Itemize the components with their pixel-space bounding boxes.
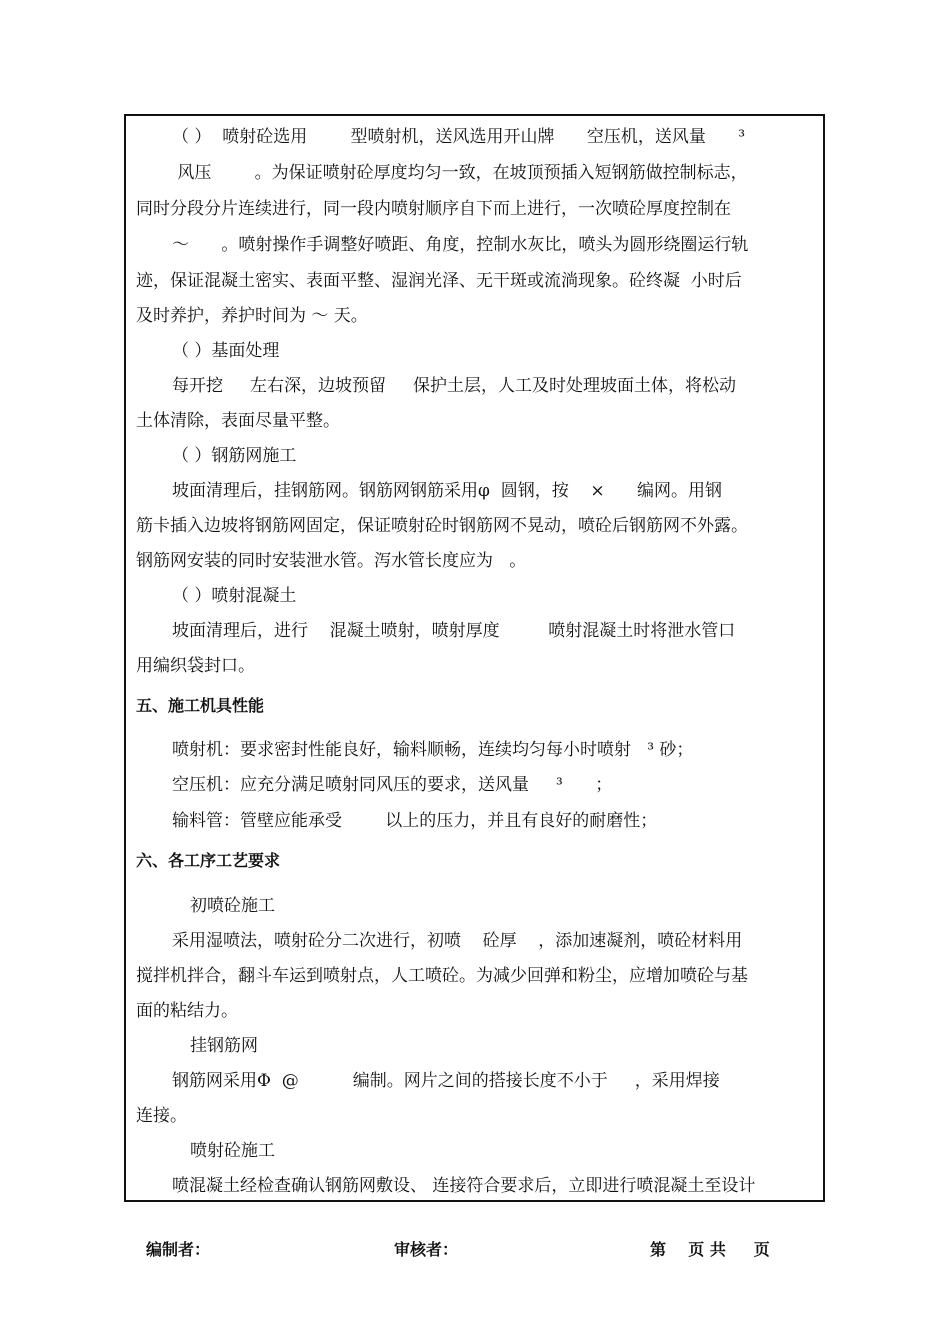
section-title: 初喷砼施工	[190, 896, 275, 916]
text-line: 喷射机：要求密封性能良好，输料顺畅，连续均匀每小时喷射 ³ 砂；	[172, 740, 694, 760]
text-line: 搅拌机拌合，翻斗车运到喷射点，人工喷砼。为减少回弹和粉尘，应增加喷砼与基	[136, 966, 748, 986]
section-title: （ ）基面处理	[172, 341, 280, 361]
text-line: 喷混凝土经检查确认钢筋网敷设、 连接符合要求后，立即进行喷混凝土至设计	[172, 1176, 756, 1196]
text-line: 用编织袋封口。	[136, 656, 255, 676]
chapter-heading-6: 六、各工序工艺要求	[136, 851, 281, 870]
chapter-heading-5: 五、施工机具性能	[136, 696, 265, 715]
text-line: （ ） 喷射砼选用 型喷射机，送风选用开山牌 空压机，送风量 ³	[172, 127, 746, 147]
text-line: 及时养护，养护时间为 ～ 天。	[136, 306, 368, 326]
text-line: 钢筋网采用Φ @ 编制。网片之间的搭接长度不小于 ，采用焊接	[172, 1071, 720, 1091]
section-title: 挂钢筋网	[190, 1036, 258, 1056]
footer-reviewer: 审核者：	[394, 1240, 459, 1259]
text-line: 同时分段分片连续进行，同一段内喷射顺序自下而上进行，一次喷砼厚度控制在	[136, 199, 731, 219]
text-line: 迹，保证混凝土密实、表面平整、湿润光泽、无干斑或流淌现象。砼终凝 小时后	[136, 271, 742, 291]
text-line: 土体清除，表面尽量平整。	[136, 411, 340, 431]
text-line: ～ 。喷射操作手调整好喷距、角度，控制水灰比，喷头为圆形绕圈运行轨	[172, 235, 749, 255]
text-line: 筋卡插入边坡将钢筋网固定，保证喷射砼时钢筋网不晃动，喷砼后钢筋网不外露。	[136, 516, 748, 536]
section-title: （ ）钢筋网施工	[172, 446, 297, 466]
text-line: 坡面清理后，进行 混凝土喷射，喷射厚度 喷射混凝土时将泄水管口	[172, 621, 736, 641]
text-line: 钢筋网安装的同时安装泄水管。泻水管长度应为 。	[136, 551, 527, 571]
text-line: 面的粘结力。	[136, 1001, 238, 1021]
text-line: 每开挖 左右深，边坡预留 保护土层，人工及时处理坡面土体，将松动	[172, 376, 737, 396]
section-title: 喷射砼施工	[190, 1141, 275, 1161]
document-frame	[124, 114, 825, 1202]
section-title: （ ）喷射混凝土	[172, 586, 297, 606]
footer-editor: 编制者：	[146, 1240, 211, 1259]
text-line: 连接。	[136, 1106, 187, 1126]
text-line: 风压 。为保证喷射砼厚度均匀一致，在坡顶预插入短钢筋做控制标志，	[172, 163, 748, 183]
text-line: 空压机：应充分满足喷射同风压的要求，送风量 ³ ；	[172, 775, 613, 795]
footer-page-number: 第 页 共 页	[650, 1240, 770, 1259]
text-line: 输料管：管壁应能承受 以上的压力，并且有良好的耐磨性；	[172, 811, 658, 831]
text-line: 采用湿喷法，喷射砼分二次进行，初喷 砼厚 ，添加速凝剂，喷砼材料用	[172, 931, 743, 951]
text-line: 坡面清理后，挂钢筋网。钢筋网钢筋采用φ 圆钢，按 × 编网。用钢	[172, 481, 722, 501]
